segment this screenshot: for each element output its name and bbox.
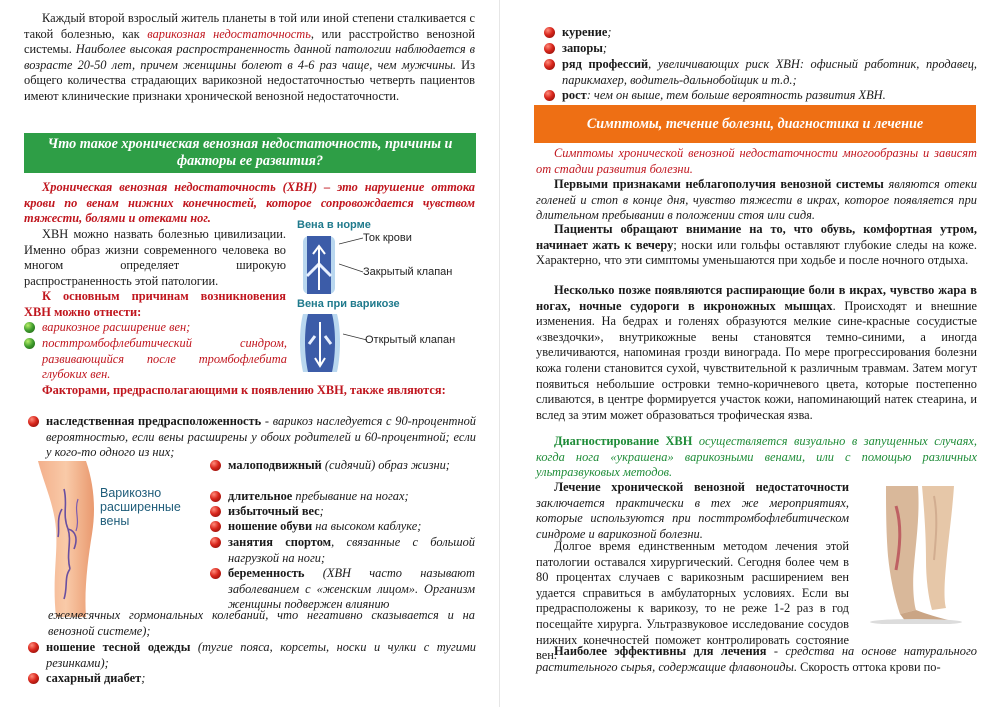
bullet-icon [210, 521, 221, 532]
bullet-icon [24, 322, 35, 333]
risk-item-professions: ряд профессий, увеличивающих риск ХВН: офисный работник, продавец, парикмахер, водитель-дальнобойщик и т.д.; [542, 57, 977, 88]
treatment-paragraph: Лечение хронической венозной недостаточности заключается практически в тех же мероприятиях, которые используются при посттромбофлебитическом синдроме и варикозной болезни. [536, 480, 849, 541]
vein-normal-title: Вена в норме [297, 219, 371, 231]
factor-3: избыточный вес; [208, 504, 475, 520]
later-symptoms-paragraph: Несколько позже появляются распирающие боли в икрах, чувство жара в ногах, ночные судороги в икроножных мышцах. Происходят и внешние изменения. На бедрах и голенях образуются мелкие сине-красные сосудистые «звездочки», внутрикожные вены становятся темно-синими, а иногда увеличиваются, напоминая грозди винограда. По мере прогрессирования болезни кожа голени становится сухой, чувствительной к различным травмам. Затем могут появиться небольшие островки темно-коричневого цвета, которые постепенно сливаются, в центре формируется участок кожи, напоминающий натек стеарина, и вслед за этим может образоваться трофическая язва. [536, 283, 978, 422]
intro-paragraph: Каждый второй взрослый житель планеты в той или иной степени сталкивается с такой болезнью, как варикозная недостаточность, или расстройство венозной системы. Наиболее высокая распространенность данной патологии наблюдается в возрасте 20-50 лет, причем женщины болеют в 4-6 раз чаще, чем мужчины. Из общего количества страдающих варикозной недостаточностью четверть пациентов имеют клинические признаки хронической венозной недостаточности. [24, 11, 475, 103]
factor-diabetes: сахарный диабет; [26, 671, 476, 687]
leg-label: Варикозно расширенные вены [100, 486, 181, 528]
risk-item-constipation: запоры; [542, 41, 977, 57]
factor-5: занятия спортом, связанные с большой нагрузкой на ноги; [208, 535, 475, 566]
first-signs-paragraph: Первыми признаками неблагополучия венозной системы являются отеки голеней и стоп в конце дня, чувство тяжести в икрах, которое появляется при длительном пребывании в положении стоя или сидя. [536, 177, 977, 223]
varicose-vein-icon [297, 314, 343, 372]
symptoms-intro: Симптомы хронической венозной недостаточности многообразны и зависят от стадии развития болезни. [536, 146, 977, 176]
surgery-paragraph: Долгое время единственным методом лечения этой патологии оставался хирургический. Сегодня более чем в 80 процентах случаев с варикозным расширением вен удается справиться в амбулаторных условиях. Если вы предрасположены к варикозу, то не реже 1-2 раз в год посещайте хирурга. Ультразвуковое исследование сосудов нижних конечностей поможет контролировать состояние вен. [536, 539, 849, 663]
diagnosis-paragraph: Диагностирование ХВН осуществляется визуально в запущенных случаях, когда нога «украшена» варикозными венами, или с помощью различных ультразвуковых методов. [536, 434, 978, 480]
factor-2: длительное пребывание на ногах; [208, 489, 475, 505]
factors-heading: Факторами, предрасполагающими к появлению ХВН, также являются: [42, 383, 446, 397]
section-banner-causes: Что такое хроническая венозная недостаточность, причины и факторы ее развития? [24, 133, 476, 173]
bullet-icon [24, 338, 35, 349]
pregnancy-continuation: ежемесячных гормональных колебаний, что негативно сказывается и на венозной системе); [48, 608, 475, 638]
closed-valve-label: Закрытый клапан [363, 266, 453, 278]
factor-1: малоподвижный (сидячий) образ жизни; [208, 458, 475, 474]
varicose-leg-illustration [34, 459, 204, 619]
bullet-icon [544, 90, 555, 101]
right-page [500, 0, 1000, 707]
cause-item-1: варикозное расширение вен; [22, 320, 287, 336]
pointer-lines-icon [339, 236, 365, 276]
blood-flow-label: Ток крови [363, 232, 412, 244]
leg-drawing-icon [34, 459, 204, 619]
vein-diagram [293, 216, 493, 376]
bullet-icon [28, 642, 39, 653]
open-valve-label: Открытый клапан [365, 334, 456, 346]
bullet-icon [544, 43, 555, 54]
civilization-paragraph: ХВН можно назвать болезнью цивилизации. Именно образ жизни современного человека во многом определяет широкую распространенность этой патологии. [24, 227, 286, 288]
cause-item-2: посттромбофлебитический синдром, развивающийся после тромбофлебита глубоких вен. [22, 336, 287, 383]
bullet-icon [544, 59, 555, 70]
bullet-icon [210, 506, 221, 517]
bullet-icon [210, 491, 221, 502]
legs-photo-icon [856, 486, 980, 624]
normal-vein-icon [299, 236, 339, 294]
factor-heredity: наследственная предрасположенность - варикоз наследуется с 90-процентной вероятностью, если вены расширены у обоих родителей и 60-процентной; если у кого-то одного из них; [26, 414, 476, 461]
bullet-icon [28, 673, 39, 684]
section-banner-symptoms: Симптомы, течение болезни, диагностика и лечение [534, 105, 976, 143]
main-causes-heading: К основным причинам возникновения ХВН можно отнести: [24, 289, 286, 319]
patients-paragraph: Пациенты обращают внимание на то, что обувь, комфортная утром, начинает жать к вечеру; носки или гольфы оставляют глубокие следы на коже. Характерно, что эти симптомы уменьшаются при ходьбе и после ночного отдыха. [536, 222, 978, 268]
legs-photo [856, 486, 980, 624]
definition-paragraph: Хроническая венозная недостаточность (ХВН) – это нарушение оттока крови по венам нижних конечностей, которое сопровождается чувством тяжести, болями и отеками ног. [24, 180, 475, 226]
factor-tight-clothes: ношение тесной одежды (тугие пояса, корсеты, носки и чулки с тугими резинками); [26, 640, 476, 671]
risk-item-height: рост: чем он выше, тем больше вероятность развития ХВН. [542, 88, 977, 104]
bullet-icon [28, 416, 39, 427]
factor-pregnancy: беременность (ХВН часто называют заболеванием с «женским лицом». Организм женщины подвержен влиянию [208, 566, 475, 613]
vein-varicose-title: Вена при варикозе [297, 298, 400, 310]
bullet-icon [544, 27, 555, 38]
bullet-icon [210, 537, 221, 548]
bullet-icon [210, 460, 221, 471]
risk-item-smoking: курение; [542, 25, 977, 41]
factor-4: ношение обуви на высоком каблуке; [208, 519, 475, 535]
effective-paragraph: Наиболее эффективны для лечения - средства на основе натурального растительного сырья, содержащие флавоноиды. Скорость оттока крови по- [536, 644, 977, 674]
bullet-icon [210, 568, 221, 579]
